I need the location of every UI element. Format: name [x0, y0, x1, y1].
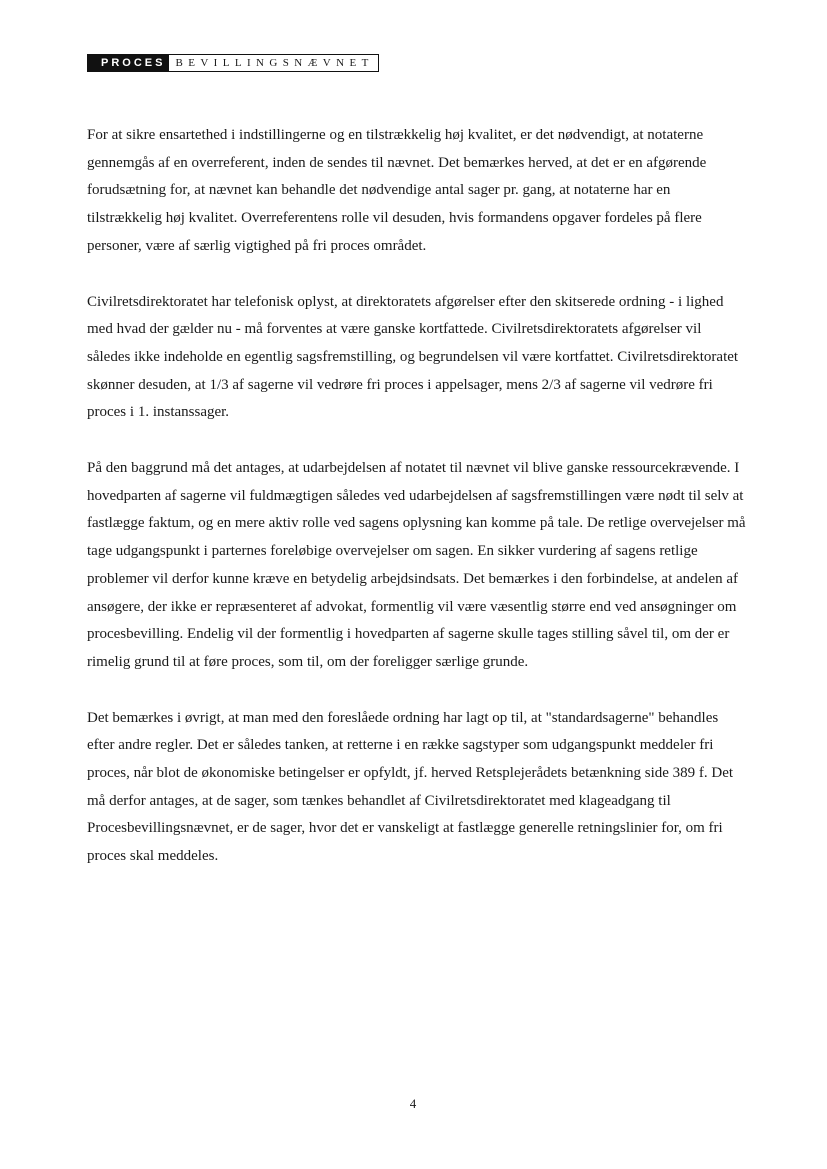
proces-logo: PROCES	[87, 54, 169, 72]
letterhead-title: BEVILLINGSNÆVNET	[169, 54, 378, 72]
paragraph-2: Civilretsdirektoratet har telefonisk oplyst, at direktoratets afgørelser efter den skitserede ordning - i lighed med hvad der gælder nu - må forventes at være ganske kortfattede. Civilretsdirektoratets afgørelser vil således ikke indeholde en egentlig sagsfremstilling, og begrundelsen vil være kortfattet. Civilretsdirektoratet skønner desuden, at 1/3 af sagerne vil vedrøre fri proces i appelsager, mens 2/3 af sagerne vil vedrøre fri proces i 1. instanssager.	[87, 293, 739, 421]
document-body	[87, 122, 747, 899]
letterhead	[87, 54, 379, 72]
paragraph-1: For at sikre ensartethed i indstillingerne og en tilstrækkelig høj kvalitet, er det nødvendigt, at notaterne gennemgås af en overreferent, inden de sendes til nævnet. Det bemærkes herved, at det er en afgørende forudsætning for, at nævnet kan behandle det nødvendige antal sager pr. gang, at notaterne har en tilstrækkelig høj kvalitet. Overreferentens rolle vil desuden, hvis formandens opgaver fordeles på flere personer, være af særlig vigtighed på fri proces området.	[87, 127, 707, 254]
page-number: 4	[409, 1096, 417, 1111]
paragraph-4: Det bemærkes i øvrigt, at man med den foreslåede ordning har lagt op til, at "standardsagerne" behandles efter andre regler. Det er således tanken, at retterne i en række sagstyper som udgangspunkt meddeler fri proces, når blot de økonomiske betingelser er opfyldt, jf. herved Retsplejerådets betænkning side 389 f. Det må derfor antages, at de sager, som tænkes behandlet af Civilretsdirektoratet med klageadgang til Procesbevillingsnævnet, er de sager, hvor det er vanskeligt at fastlægge generelle retningslinier for, om fri proces skal meddeles.	[87, 709, 734, 865]
paragraph-3: På den baggrund må det antages, at udarbejdelsen af notatet til nævnet vil blive ganske ressourcekrævende. I hovedparten af sagerne vil fuldmægtigen således ved udarbejdelsen af sagsfremstillingen være nødt til selv at fastlægge faktum, og en mere aktiv rolle ved sagens oplysning kan komme på tale. De retlige overvejelser må tage udgangspunkt i parternes foreløbige overvejelser om sagen. En sikker vurdering af sagens retlige problemer vil derfor kunne kræve en betydelig arbejdsindsats. Det bemærkes i den forbindelse, at andelen af ansøgere, der ikke er repræsenteret af advokat, formentlig vil være væsentlig større end ved ansøgninger om procesbevilling. Endelig vil der formentlig i hovedparten af sagerne skulle tages stilling såvel til, om der er rimelig grund til at føre proces, som til, om der foreligger særlige grunde.	[87, 460, 746, 670]
